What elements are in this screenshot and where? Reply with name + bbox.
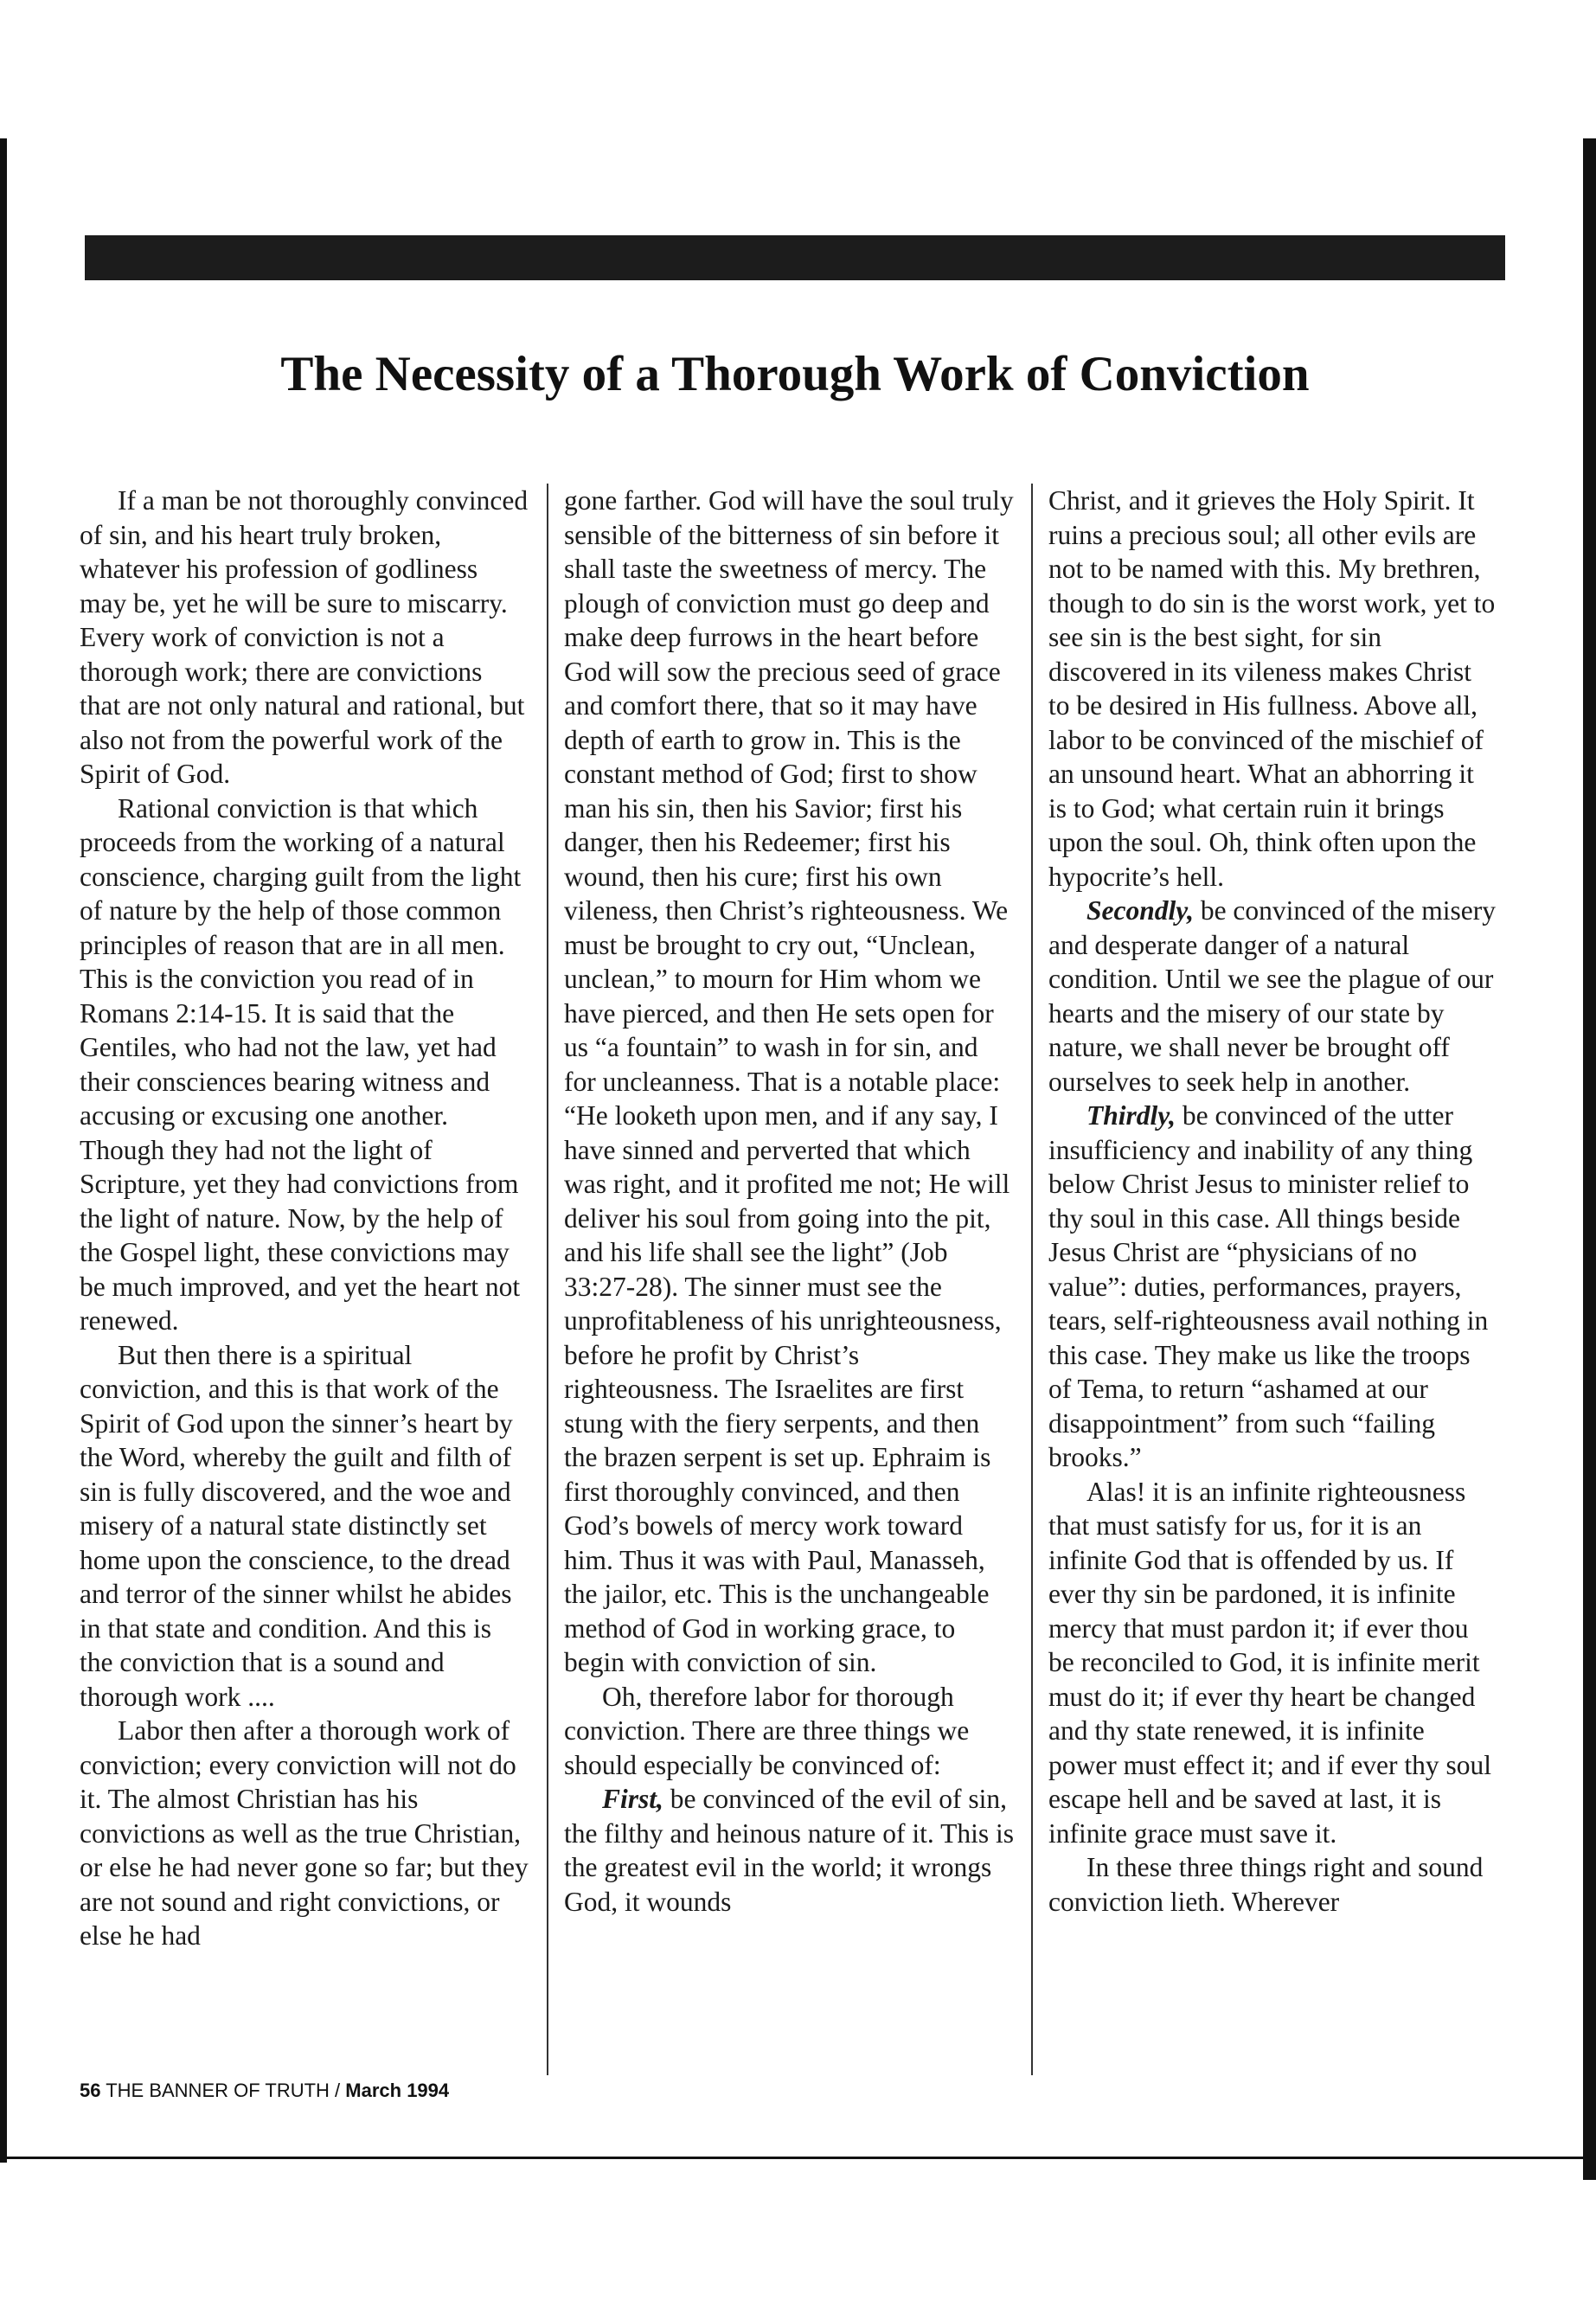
paragraph-text: be convinced of the misery and desperate danger of a natural condition. Until we see the plague of our hearts and the misery of our state by nature, we shall never be brought off ourselves to seek help in another. [1048,895,1496,1097]
paragraph: Rational conviction is that which proceeds from the working of a natural conscience, charging guilt from the light of nature by the help of those common principles of reason that are in all men. This is the conviction you read of in Romans 2:14-15. It is said that the Gentiles, who had not the law, yet had their consciences bearing witness and accusing or excusing one another. Though they had not the light of Scripture, yet they had convictions from the light of nature. Now, by the help of the Gospel light, these convictions may be much improved, and yet the heart not renewed. [80,792,522,1336]
scan-bottom-edge [0,2157,1596,2159]
emphasis-lead: Thirdly, [1086,1100,1176,1131]
paragraph [1048,894,1498,1099]
paragraph: Oh, therefore labor for thorough conviction. There are three things we should especially be convinced of: [564,1681,970,1780]
paragraph-text: be convinced of the evil of sin, the filthy and heinous nature of it. This is the greatest evil in the world; it wrongs God, it wounds [564,1784,1014,1917]
paragraph: Alas! it is an infinite righteousness that must satisfy for us, for it is an infinite God that is offended by us. If ever thy sin be pardoned, it is infinite mercy that must pardon it; if ever thou be reconciled to God, it is infinite merit must do it; if ever thy heart be changed and thy state renewed, it is infinite power must effect it; and if ever thy soul escape hell and be saved at last, it is infinite grace must save it. [1048,1476,1492,1849]
paragraph-text: be convinced of the utter insufficiency and inability of any thing below Christ Jesus to minister relief to thy soul in this case. All things beside Jesus Christ are “physicians of no value”: duties, performances, prayers, tears, self-righteousness avail nothing in this case. They make us like the troops of Tema, to return “ashamed at our disappointment” from such “failing brooks.” [1048,1100,1489,1472]
column-divider [1031,484,1033,2075]
article-title: The Necessity of a Thorough Work of Conviction [280,347,1310,401]
header-banner-bar [85,235,1505,280]
scan-left-edge [0,138,7,2163]
text-column-3 [1048,484,1498,1919]
emphasis-lead: First, [602,1784,663,1814]
page-number: 56 [80,2080,101,2101]
paragraph: Christ, and it grieves the Holy Spirit. It ruins a precious soul; all other evils are not to be named with this. My brethren, though to do sin is the worst work, yet to see sin is the best sight, for sin discovered in its vileness makes Christ to be desired in His fullness. Above all, labor to be convinced of the mischief of an unsound heart. What an abhorring it is to God; what certain ruin it brings upon the soul. Oh, think often upon the hypocrite’s hell. [1048,485,1496,892]
paragraph [1048,1099,1498,1475]
paragraph: If a man be not thoroughly convinced of sin, and his heart truly broken, whatever his profession of godliness may be, yet he will be sure to miscarry. Every work of conviction is not a thorough work; there are convictions that are not only natural and rational, but also not from the powerful work of the Spirit of God. [80,485,529,789]
text-column-1 [80,484,529,1953]
text-column-2 [564,484,1014,1919]
page-footer [80,2080,449,2102]
paragraph: In these three things right and sound conviction lieth. Wherever [1048,1852,1484,1917]
issue-date: March 1994 [345,2080,450,2101]
paragraph: gone farther. God will have the soul truly sensible of the bitterness of sin before it shall taste the sweetness of mercy. The plough of conviction must go deep and make deep furrows in the heart before God will sow the precious seed of grace and comfort there, that so it may have depth of earth to grow in. This is the constant method of God; first to show man his sin, then his Savior; first his danger, then his Redeemer; first his wound, then his cure; first his own vileness, then Christ’s righteousness. We must be brought to cry out, “Unclean, unclean,” to mourn for Him whom we have pierced, and then He sets open for us “a fountain” to wash in for sin, and for uncleanness. That is a notable place: “He looketh upon men, and if any say, I have sinned and perverted that which was right, and it profited me not; He will deliver his soul from going into the pit, and his life shall see the light” (Job 33:27-28). The sinner must see the unprofitableness of his unrighteousness, before he profit by Christ’s righteousness. The Israelites are first stung with the fiery serpents, and then the brazen serpent is set up. Ephraim is first thoroughly convinced, and then God’s bowels of mercy work toward him. Thus it was with Paul, Manasseh, the jailor, etc. This is the unchangeable method of God in working grace, to begin with conviction of sin. [564,485,1014,1677]
paragraph: Labor then after a thorough work of conviction; every conviction will not do it. The almost Christian has his convictions as well as the true Christian, or else he had never gone so far; but they are not sound and right convictions, or else he had [80,1715,529,1951]
scan-top-margin [0,0,1596,138]
emphasis-lead: Secondly, [1086,895,1194,926]
column-divider [547,484,548,2075]
scan-right-edge [1583,138,1596,2180]
paragraph [564,1782,1014,1919]
publication-name: THE BANNER OF TRUTH / [106,2080,341,2101]
paragraph: But then there is a spiritual conviction, and this is that work of the Spirit of God upon the sinner’s heart by the Word, whereby the guilt and filth of sin is fully discovered, and the woe and misery of a natural state distinctly set home upon the conscience, to the dread and terror of the sinner whilst he abides in that state and condition. And this is the conviction that is a sound and thorough work .... [80,1339,513,1712]
